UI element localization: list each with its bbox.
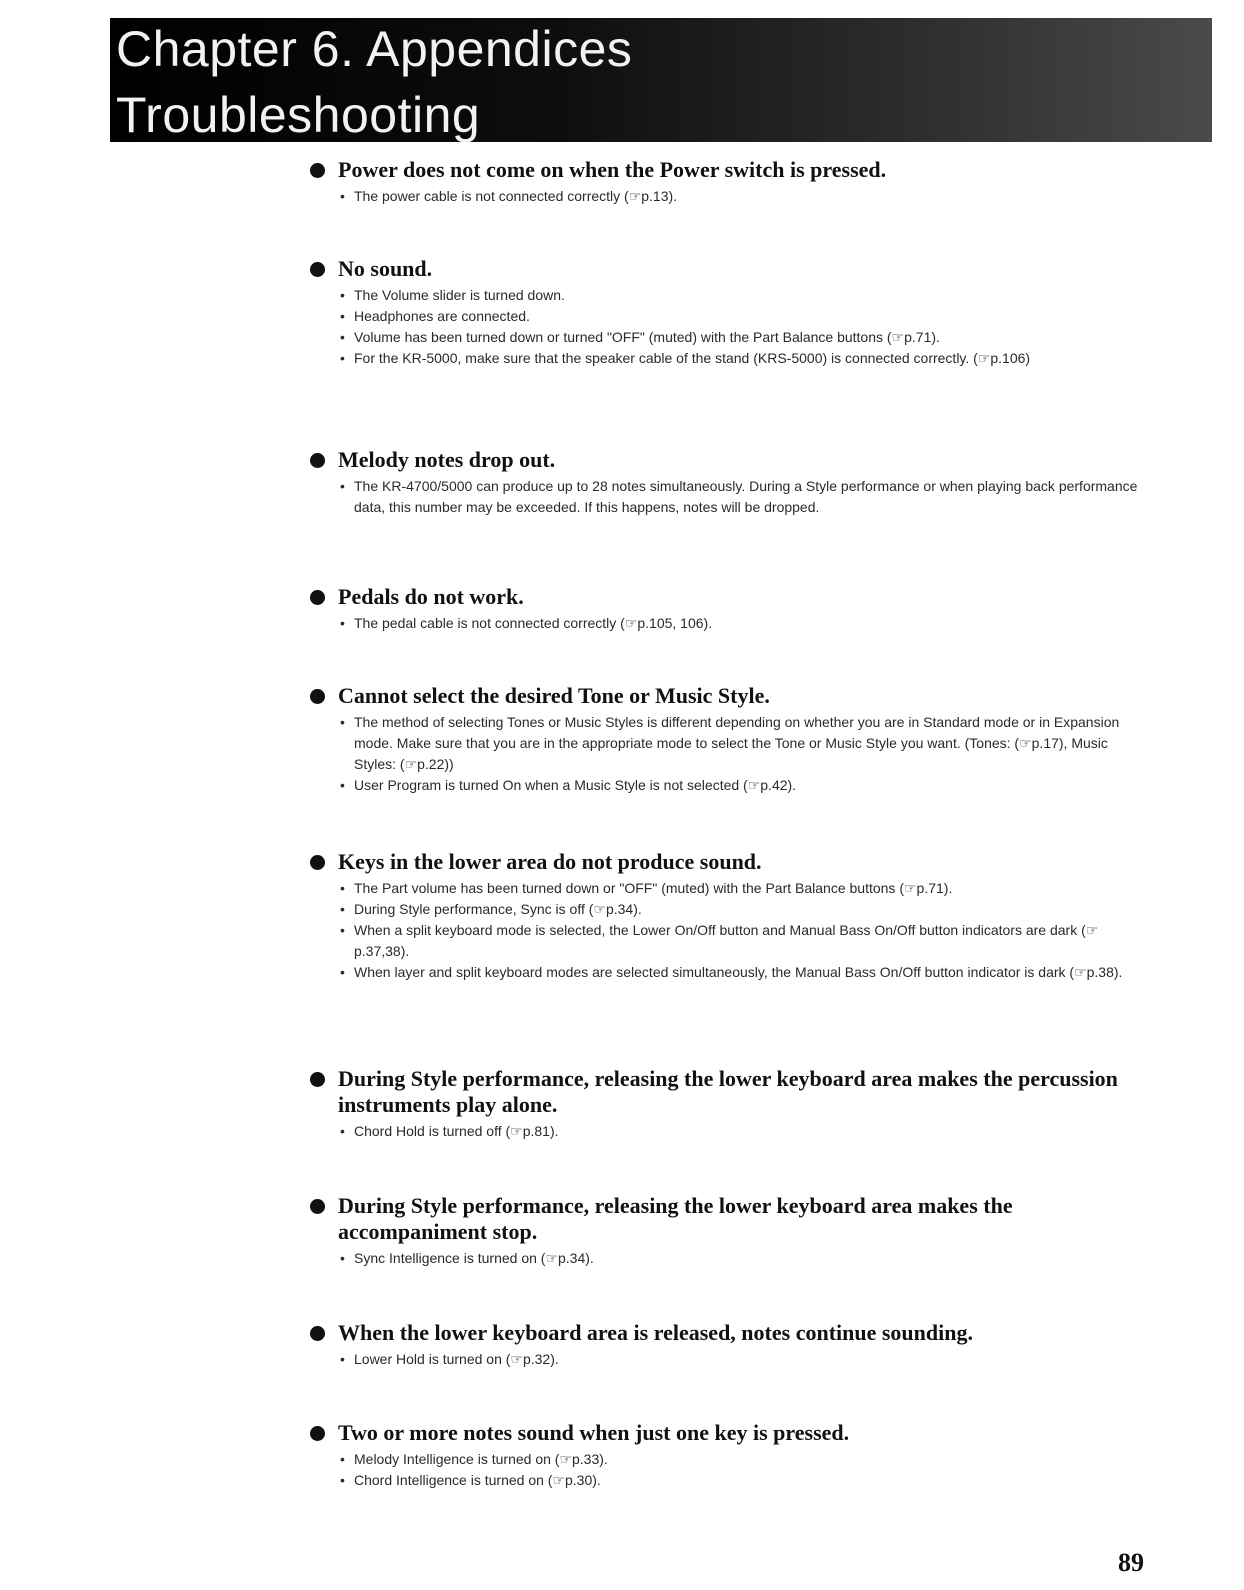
bullet-dot-icon — [310, 1326, 325, 1341]
troubleshoot-item-notes-continue — [310, 1320, 1140, 1370]
troubleshoot-item-pedals — [310, 584, 1140, 634]
solution-item: • During Style performance, Sync is off (☞p.34). — [338, 899, 1140, 920]
solution-item: • Volume has been turned down or turned "OFF" (muted) with the Part Balance buttons (☞p.71). — [338, 327, 1140, 348]
troubleshoot-item-power — [310, 157, 1140, 207]
problem-heading: Cannot select the desired Tone or Music Style. — [310, 683, 1140, 709]
solution-list — [310, 285, 1140, 369]
solution-item: • Melody Intelligence is turned on (☞p.33). — [338, 1449, 1140, 1470]
problem-heading: Melody notes drop out. — [310, 447, 1140, 473]
bullet-dot-icon — [310, 1072, 325, 1087]
bullet-dot-icon — [310, 1426, 325, 1441]
troubleshoot-item-no-sound — [310, 256, 1140, 369]
solution-list — [310, 878, 1140, 983]
solution-list — [310, 476, 1140, 518]
bullet-dot-icon — [310, 855, 325, 870]
troubleshoot-item-multiple-notes — [310, 1420, 1140, 1491]
solution-item: • User Program is turned On when a Music Style is not selected (☞p.42). — [338, 775, 1140, 796]
problem-heading: During Style performance, releasing the lower keyboard area makes the accompaniment stop. — [310, 1193, 1140, 1245]
solution-item: • The method of selecting Tones or Music Styles is different depending on whether you are in Standard mode or in Expansion mode. Make sure that you are in the appropriate mode to select the Tone or Music Style you want. (Tones: (☞p.17), Music Styles: (☞p.22)) — [338, 712, 1140, 775]
solution-list — [310, 186, 1140, 207]
solution-list — [310, 1248, 1140, 1269]
bullet-dot-icon — [310, 163, 325, 178]
solution-list — [310, 1121, 1140, 1142]
solution-list — [310, 613, 1140, 634]
problem-heading: Power does not come on when the Power switch is pressed. — [310, 157, 1140, 183]
solution-item: • When layer and split keyboard modes are selected simultaneously, the Manual Bass On/Off button indicator is dark (☞p.38). — [338, 962, 1140, 983]
troubleshoot-item-accompaniment-stop — [310, 1193, 1140, 1269]
troubleshoot-item-percussion-alone — [310, 1066, 1140, 1142]
problem-heading: When the lower keyboard area is released, notes continue sounding. — [310, 1320, 1140, 1346]
bullet-dot-icon — [310, 1199, 325, 1214]
section-title: Troubleshooting — [116, 87, 481, 142]
solution-item: • The KR-4700/5000 can produce up to 28 notes simultaneously. During a Style performance or when playing back performance data, this number may be exceeded. If this happens, notes will be dropped. — [338, 476, 1140, 518]
solution-item: • The pedal cable is not connected correctly (☞p.105, 106). — [338, 613, 1140, 634]
solution-item: • Chord Intelligence is turned on (☞p.30). — [338, 1470, 1140, 1491]
solution-item: • The Volume slider is turned down. — [338, 285, 1140, 306]
problem-heading: Keys in the lower area do not produce sound. — [310, 849, 1140, 875]
solution-list — [310, 1449, 1140, 1491]
problem-heading: Two or more notes sound when just one key is pressed. — [310, 1420, 1140, 1446]
solution-item: • Headphones are connected. — [338, 306, 1140, 327]
bullet-dot-icon — [310, 689, 325, 704]
solution-item: • For the KR-5000, make sure that the speaker cable of the stand (KRS-5000) is connected correctly. (☞p.106) — [338, 348, 1140, 369]
problem-heading: Pedals do not work. — [310, 584, 1140, 610]
solution-list — [310, 1349, 1140, 1370]
troubleshoot-item-lower-keys — [310, 849, 1140, 983]
troubleshoot-item-melody-drop — [310, 447, 1140, 518]
bullet-dot-icon — [310, 262, 325, 277]
solution-item: • Sync Intelligence is turned on (☞p.34). — [338, 1248, 1140, 1269]
solution-item: • When a split keyboard mode is selected, the Lower On/Off button and Manual Bass On/Off button indicators are dark (☞p.37,38). — [338, 920, 1140, 962]
problem-heading: During Style performance, releasing the lower keyboard area makes the percussion instruments play alone. — [310, 1066, 1140, 1118]
bullet-dot-icon — [310, 453, 325, 468]
troubleshoot-item-tone-style — [310, 683, 1140, 796]
solution-item: • Chord Hold is turned off (☞p.81). — [338, 1121, 1140, 1142]
solution-item: • The Part volume has been turned down or "OFF" (muted) with the Part Balance buttons (☞p.71). — [338, 878, 1140, 899]
problem-heading: No sound. — [310, 256, 1140, 282]
solution-list — [310, 712, 1140, 796]
chapter-title: Chapter 6. Appendices — [116, 21, 633, 77]
solution-item: • The power cable is not connected correctly (☞p.13). — [338, 186, 1140, 207]
bullet-dot-icon — [310, 590, 325, 605]
page-number: 89 — [1118, 1548, 1144, 1577]
solution-item: • Lower Hold is turned on (☞p.32). — [338, 1349, 1140, 1370]
